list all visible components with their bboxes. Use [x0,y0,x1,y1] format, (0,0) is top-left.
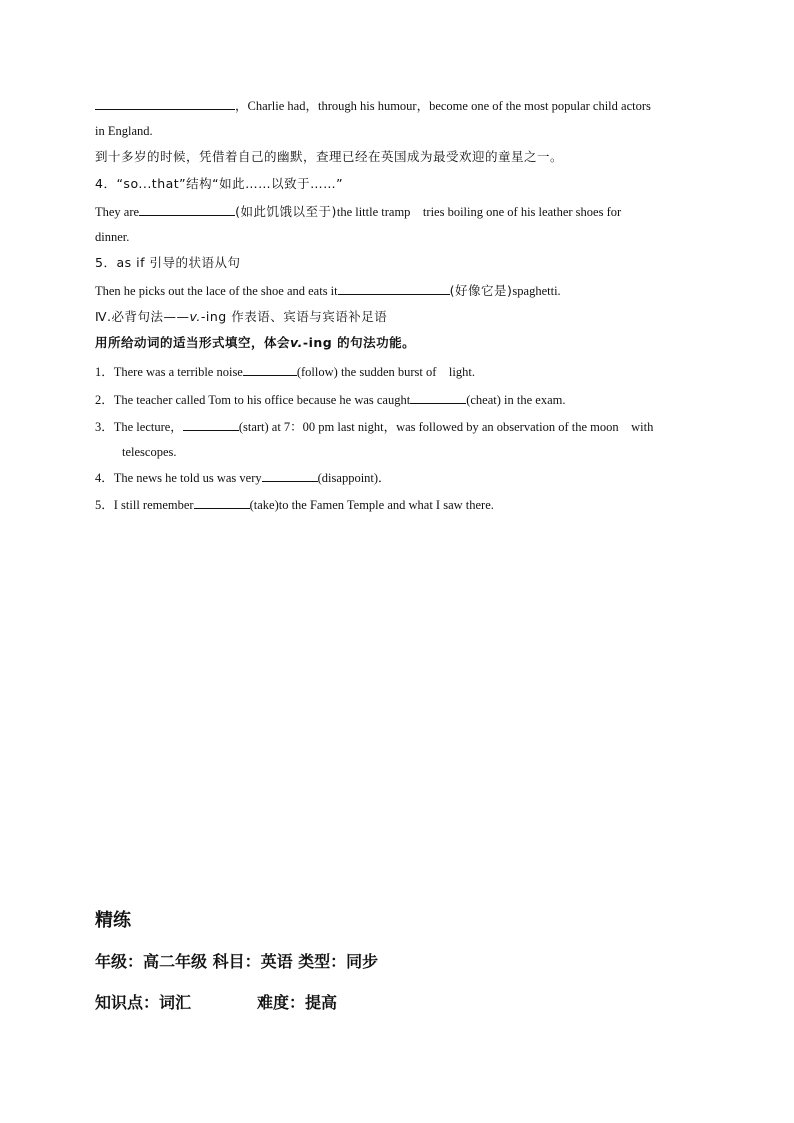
sentence-text: Then he picks out the lace of the shoe and eats it [95,284,338,298]
grade-subject-type-line: 年级：高二年级 科目：英语 类型：同步 [95,952,379,971]
hint-text: (好像它是) [449,283,513,298]
section-4-title [95,309,387,325]
section-title-text: Ⅳ.必背句法—— [95,309,190,324]
question-3 [95,418,700,435]
sentence-text: spaghetti. [512,284,561,298]
exercise-line-1 [95,97,700,114]
answer-blank[interactable] [183,418,239,431]
difficulty-label: 难度：提高 [257,993,338,1012]
section-title-text: -ing 作表语、宾语与宾语补足语 [200,309,388,324]
question-text: (start) at 7：00 pm last night，was followed by an observation of the moon with [238,420,654,434]
sentence-text: the little tramp tries boiling one of his leather shoes for [336,205,622,219]
question-2 [95,391,565,408]
exercise-text: ，Charlie had，through his humour，become one of the most popular child actors [235,99,651,113]
item-4-sentence [95,203,700,220]
answer-blank[interactable] [139,203,235,216]
item-4-continuation: dinner. [95,230,130,244]
answer-blank[interactable] [194,496,250,509]
exercise-line-2: in England. [95,124,153,138]
question-text: 3．The lecture， [95,420,183,434]
answer-blank[interactable] [338,282,450,295]
item-5-title: 5．as if 引导的状语从句 [95,255,241,270]
question-text: (take)to the Famen Temple and what I saw there. [249,498,494,512]
item-4-title: 4．“so...that”结构“如此……以致于……” [95,176,344,191]
section-title-italic: v. [189,309,201,324]
section-4-instruction [95,335,415,351]
answer-blank[interactable] [243,363,297,376]
item-5-sentence [95,282,561,299]
knowledge-difficulty-line [95,990,337,1013]
translation-text: 到十多岁的时候，凭借着自己的幽默，查理已经在英国成为最受欢迎的童星之一。 [95,149,564,164]
instruction-text: 用所给动词的适当形式填空，体会 [95,335,291,350]
answer-blank[interactable] [262,469,318,482]
question-3-continuation: telescopes. [122,445,177,459]
question-text: 4．The news he told us was very [95,471,262,485]
practice-heading: 精练 [95,910,131,931]
hint-text: (如此饥饿以至于) [235,204,337,219]
instruction-italic: v. [290,335,303,350]
question-text: (follow) the sudden burst of light. [296,365,475,379]
question-1 [95,363,475,380]
question-4 [95,469,391,486]
question-5 [95,496,494,513]
question-text: (disappoint)． [317,471,391,485]
answer-blank[interactable] [410,391,466,404]
sentence-text: They are [95,205,140,219]
instruction-text: -ing 的句法功能。 [302,335,416,350]
question-text: 5．I still remember [95,498,194,512]
knowledge-point-label: 知识点：词汇 [95,993,192,1012]
answer-blank[interactable] [95,97,235,110]
question-text: (cheat) in the exam. [466,393,566,407]
question-text: 2．The teacher called Tom to his office because he was caught [95,393,411,407]
question-text: 1．There was a terrible noise [95,365,243,379]
